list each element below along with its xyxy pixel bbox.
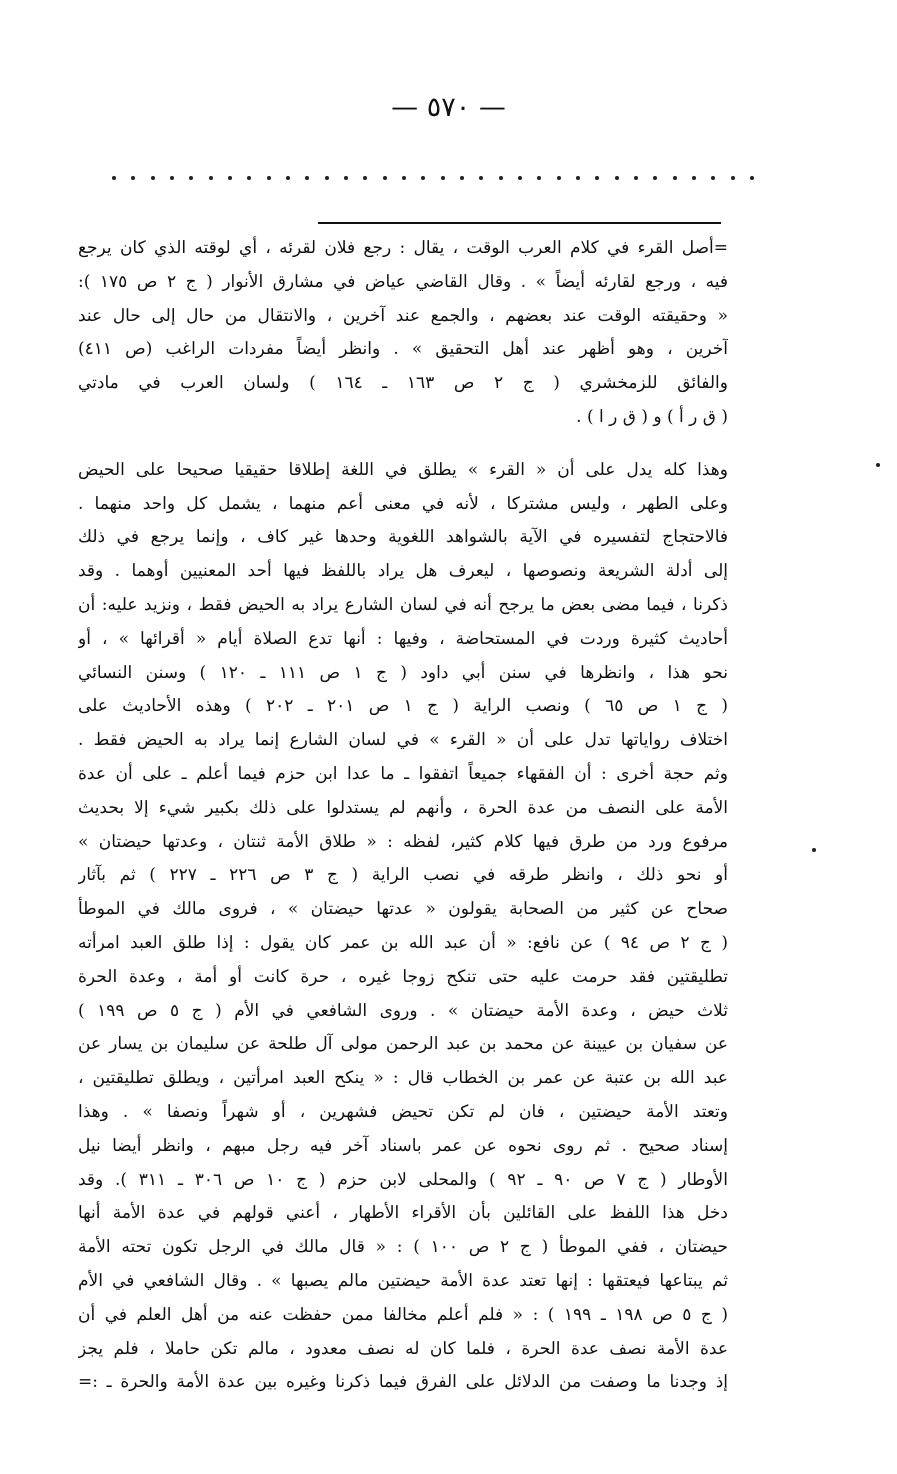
dotted-separator (112, 176, 754, 180)
margin-speck (812, 848, 816, 852)
body-line: أحاديث كثيرة وردت في المستحاضة ، وفيها : أنها تدع الصلاة أيام « أقرائها » ، أو (78, 628, 728, 649)
body-line: الأمة على النصف من عدة الحرة ، وأنهم لم يستدلوا على ذلك بكبير شيء إلا بحديث (78, 797, 728, 818)
body-line: اختلاف رواياتها تدل على أن « القرء » في لسان الشارع إنما يراد به الحيض فقط . (78, 730, 728, 751)
body-line: إسناد صحيح . ثم روى نحوه عن عمر باسناد آخر فيه رجل مبهم ، وانظر أيضا نيل (78, 1135, 728, 1156)
body-line: ذكرنا ، فيما مضى بعض ما يرجح أنه في لسان الشارع يراد به الحيض فقط ، ونزيد عليه: أن (78, 594, 728, 615)
footnote-line: « وحقيقته الوقت عند بعضهم ، والجمع عند آخرين ، والانتقال من حال إلى حال عند (78, 305, 728, 326)
body-line: حيضتان ، ففي الموطأ ( ج ٢ ص ١٠٠ ) : « قال مالك في الرجل تكون تحته الأمة (78, 1237, 728, 1258)
body-line: تطليقتين فقد حرمت عليه حتى تنكح زوجا غيره ، حرة كانت أو أمة ، وعدة الحرة (78, 966, 728, 987)
body-line: ( ج ١ ص ٦٥ ) ونصب الراية ( ج ١ ص ٢٠١ ـ ٢٠٢ ) وهذه الأحاديث على (78, 696, 728, 717)
footnote-line: والفائق للزمخشري ( ج ٢ ص ١٦٣ ـ ١٦٤ ) ولسان العرب في مادتي (78, 373, 728, 394)
body-line: دخل هذا اللفظ على القائلين بأن الأقراء الأطهار ، أعني قولهم في عدة الأمة أنها (78, 1203, 728, 1224)
footnote-line: ( ق ر أ ) و ( ق ر ا ) . (576, 406, 728, 427)
body-line: وهذا كله يدل على أن « القرء » يطلق في اللغة إطلاقا حقيقيا صحيحا على الحيض (78, 459, 728, 480)
body-line: ( ج ٥ ص ١٩٨ ـ ١٩٩ ) : « فلم أعلم مخالفا ممن حفظت عنه من أهل العلم في أن (78, 1304, 728, 1325)
body-line: ثلاث حيض ، وعدة الأمة حيضتان » . وروى الشافعي في الأم ( ج ٥ ص ١٩٩ ) (78, 1000, 728, 1021)
footnote-continuation (78, 232, 728, 435)
body-line: عبد الله بن عتبة عن عمر بن الخطاب قال : « ينكح العبد امرأتين ، ويطلق تطليقتين ، (78, 1068, 728, 1089)
body-line: نحو هذا ، وانظرها في سنن أبي داود ( ج ١ ص ١١١ ـ ١٢٠ ) وسنن النسائي (78, 662, 728, 683)
page-number: — ٥٧٠ — (391, 92, 506, 123)
body-line: إذ وجدنا ما وصفت من الدلائل على الفرق فيما ذكرنا وغيره بين عدة الأمة والحرة ـ := (78, 1372, 728, 1393)
main-paragraph (78, 454, 728, 1400)
footnote-line: فيه ، ورجع لقارئه أيضاً » . وقال القاضي عياض في مشارق الأنوار ( ج ٢ ص ١٧٥ ): (78, 271, 728, 292)
page-text (78, 232, 728, 1400)
body-line: إلى أدلة الشريعة ونصوصها ، ليعرف هل يراد باللفظ فيها أحد المعنيين أوهما . وقد (78, 561, 728, 582)
body-line: ( ج ٢ ص ٩٤ ) عن نافع: « أن عبد الله بن عمر كان يقول : إذا طلق العبد امرأته (78, 932, 728, 953)
footnote-line: =أصل القرء في كلام العرب الوقت ، يقال : رجع فلان لقرئه ، أي لوقته الذي كان يرجع (78, 238, 728, 258)
body-line: فالاحتجاج لتفسيره في الآية بالشواهد اللغوية وحدها غير كاف ، وإنما يرجع في ذلك (78, 527, 728, 548)
footnote-rule (318, 222, 721, 224)
body-line: مرفوع ورد من طرق فيها كلام كثير، لفظه : « طلاق الأمة ثنتان ، وعدتها حيضتان » (78, 831, 728, 852)
body-line: عدة الأمة نصف عدة الحرة ، فلما كان له نصف معدود ، مالم تكن حاملا ، فلم يجز (78, 1338, 728, 1359)
footnote-line: آخرين ، وهو أظهر عند أهل التحقيق » . وانظر أيضاً مفردات الراغب (ص ٤١١) (78, 339, 728, 360)
margin-speck (876, 463, 880, 467)
body-line: أو نحو ذلك ، وانظر طرقه في نصب الراية ( ج ٣ ص ٢٢٦ ـ ٢٢٧ ) ثم بآثار (78, 865, 728, 886)
body-line: وثم حجة أخرى : أن الفقهاء جميعاً اتفقوا ـ ما عدا ابن حزم فيما أعلم ـ على أن عدة (78, 763, 728, 784)
body-line: صحاح عن كثير من الصحابة يقولون « عدتها حيضتان » ، فروى مالك في الموطأ (78, 899, 728, 920)
body-line: ثم يبتاعها فيعتقها : إنها تعتد عدة الأمة حيضتين مالم يصبها » . وقال الشافعي في الأم (78, 1270, 728, 1291)
body-line: وتعتد الأمة حيضتين ، فان لم تكن تحيض فشهرين ، أو شهراً ونصفا » . وهذا (78, 1101, 728, 1122)
body-line: وعلى الطهر ، وليس مشتركا ، لأنه في معنى أعم منهما ، يشمل كل واحد منهما . (78, 493, 728, 514)
body-line: عن سفيان بن عيينة عن محمد بن عبد الرحمن مولى آل طلحة عن سليمان بن يسار عن (78, 1034, 728, 1055)
body-line: الأوطار ( ج ٧ ص ٩٠ ـ ٩٢ ) والمحلى لابن حزم ( ج ١٠ ص ٣٠٦ ـ ٣١١ ). وقد (78, 1169, 728, 1190)
